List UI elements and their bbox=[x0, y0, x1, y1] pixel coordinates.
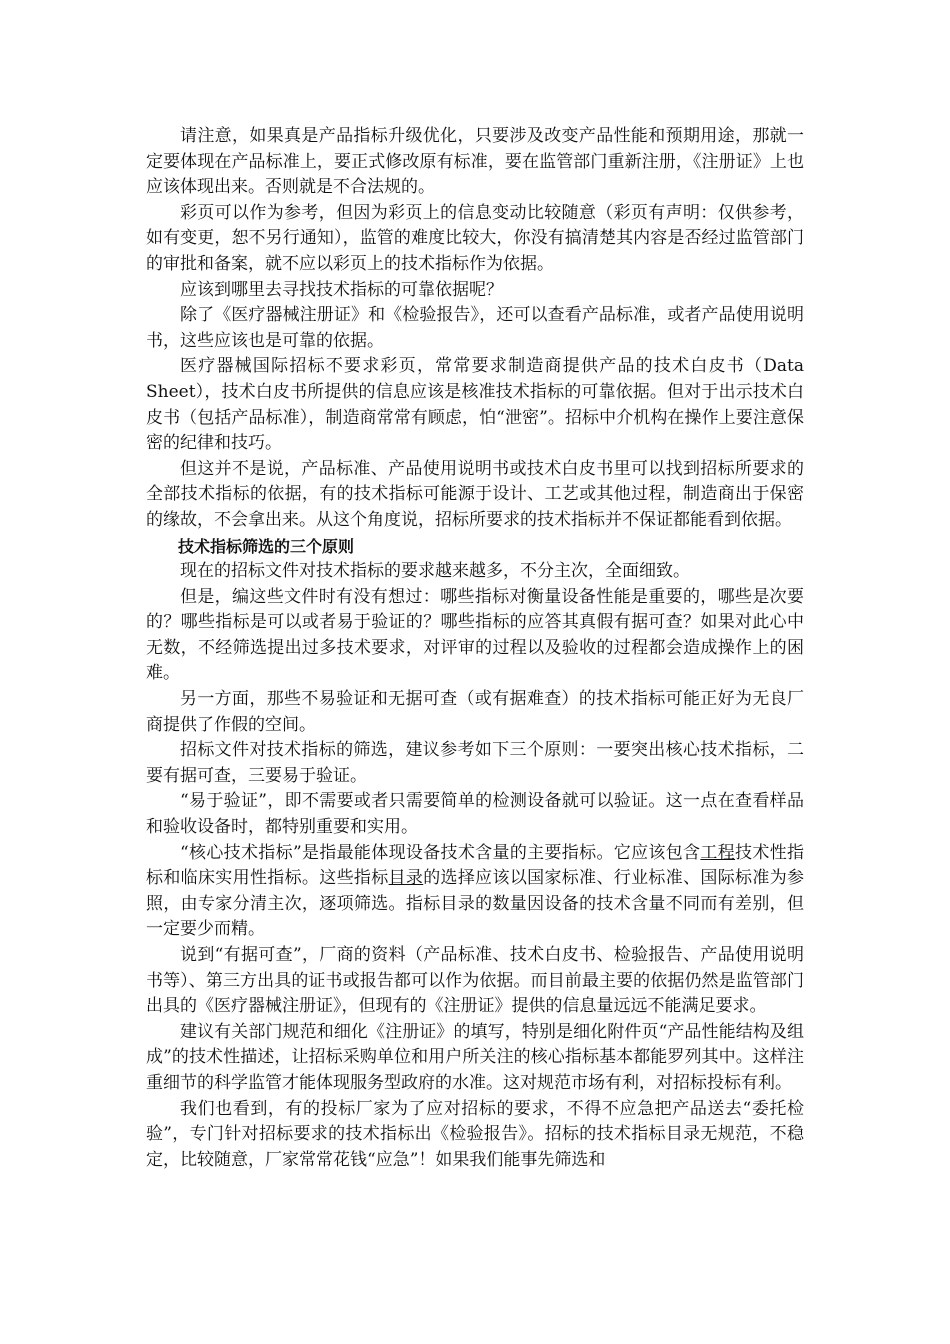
paragraph: 另一方面，那些不易验证和无据可查（或有据难查）的技术指标可能正好为无良厂商提供了作假的空间。 bbox=[146, 689, 804, 735]
paragraph: 除了《医疗器械注册证》和《检验报告》，还可以查看产品标准，或者产品使用说明书，这些应该也是可靠的依据。 bbox=[146, 305, 804, 351]
paragraph: 建议有关部门规范和细化《注册证》的填写，特别是细化附件页“产品性能结构及组成”的技术性描述，让招标采购单位和用户所关注的核心指标基本都能罗列其中。这样注重细节的科学监管才能体现服务型政府的水准。这对规范市场有利，对招标投标有利。 bbox=[146, 1021, 804, 1093]
document-body bbox=[146, 124, 804, 1173]
paragraph bbox=[146, 841, 804, 943]
paragraph-text: “核心技术指标”是指最能体现设备技术含量的主要指标。它应该包含 bbox=[180, 842, 701, 863]
link-engineering[interactable]: 工程 bbox=[700, 842, 736, 863]
paragraph: 但是，编这些文件时有没有想过：哪些指标对衡量设备性能是重要的，哪些是次要的？哪些指标是可以或者易于验证的？哪些指标的应答其真假有据可查？如果对此心中无数，不经筛选提出过多技术要求，对评审的过程以及验收的过程都会造成操作上的困难。 bbox=[146, 586, 804, 684]
paragraph: 现在的招标文件对技术指标的要求越来越多，不分主次，全面细致。 bbox=[180, 561, 690, 582]
paragraph: 说到“有据可查”，厂商的资料（产品标准、技术白皮书、检验报告、产品使用说明书等）、第三方出具的证书或报告都可以作为依据。而目前最主要的依据仍然是监管部门出具的《医疗器械注册证》，但现有的《注册证》提供的信息量远远不能满足要求。 bbox=[146, 945, 804, 1017]
paragraph: 医疗器械国际招标不要求彩页，常常要求制造商提供产品的技术白皮书（Data Sheet），技术白皮书所提供的信息应该是核准技术指标的可靠依据。但对于出示技术白皮书（包括产品标准），制造商常常有顾虑，怕“泄密”。招标中介机构在操作上要注意保密的纪律和技巧。 bbox=[146, 356, 804, 454]
paragraph: “易于验证”，即不需要或者只需要简单的检测设备就可以验证。这一点在查看样品和验收设备时，都特别重要和实用。 bbox=[146, 791, 804, 838]
link-catalog[interactable]: 目录 bbox=[388, 868, 424, 889]
paragraph-text: 技术性指标和临床实用性指标。这些指标 bbox=[146, 842, 805, 889]
paragraph: 我们也看到，有的投标厂家为了应对招标的要求，不得不应急把产品送去“委托检验”，专门针对招标要求的技术指标出《检验报告》。招标的技术指标目录无规范，不稳定，比较随意，厂家常常花钱“应急”！如果我们能事先筛选和 bbox=[146, 1098, 804, 1170]
paragraph: 彩页可以作为参考，但因为彩页上的信息变动比较随意（彩页有声明：仅供参考，如有变更，恕不另行通知），监管的难度比较大，你没有搞清楚其内容是否经过监管部门的审批和备案，就不应以彩页上的技术指标作为依据。 bbox=[146, 202, 804, 274]
paragraph: 请注意，如果真是产品指标升级优化，只要涉及改变产品性能和预期用途，那就一定要体现在产品标准上，要正式修改原有标准，要在监管部门重新注册，《注册证》上也应该体现出来。否则就是不合法规的。 bbox=[146, 126, 804, 198]
section-heading: 技术指标筛选的三个原则 bbox=[178, 536, 355, 556]
paragraph: 招标文件对技术指标的筛选，建议参考如下三个原则：一要突出核心技术指标，二要有据可查，三要易于验证。 bbox=[146, 740, 804, 786]
paragraph: 但这并不是说，产品标准、产品使用说明书或技术白皮书里可以找到招标所要求的全部技术指标的依据，有的技术指标可能源于设计、工艺或其他过程，制造商出于保密的缘故，不会拿出来。从这个角度说，招标所要求的技术指标并不保证都能看到依据。 bbox=[146, 458, 804, 530]
paragraph-text: 的选择应该以国家标准、行业标准、国际标准为参照，由专家分清主次，逐项筛选。指标目录的数量因设备的技术含量不同而有差别，但一定要少而精。 bbox=[146, 868, 805, 940]
paragraph: 应该到哪里去寻找技术指标的可靠依据呢？ bbox=[180, 279, 503, 300]
